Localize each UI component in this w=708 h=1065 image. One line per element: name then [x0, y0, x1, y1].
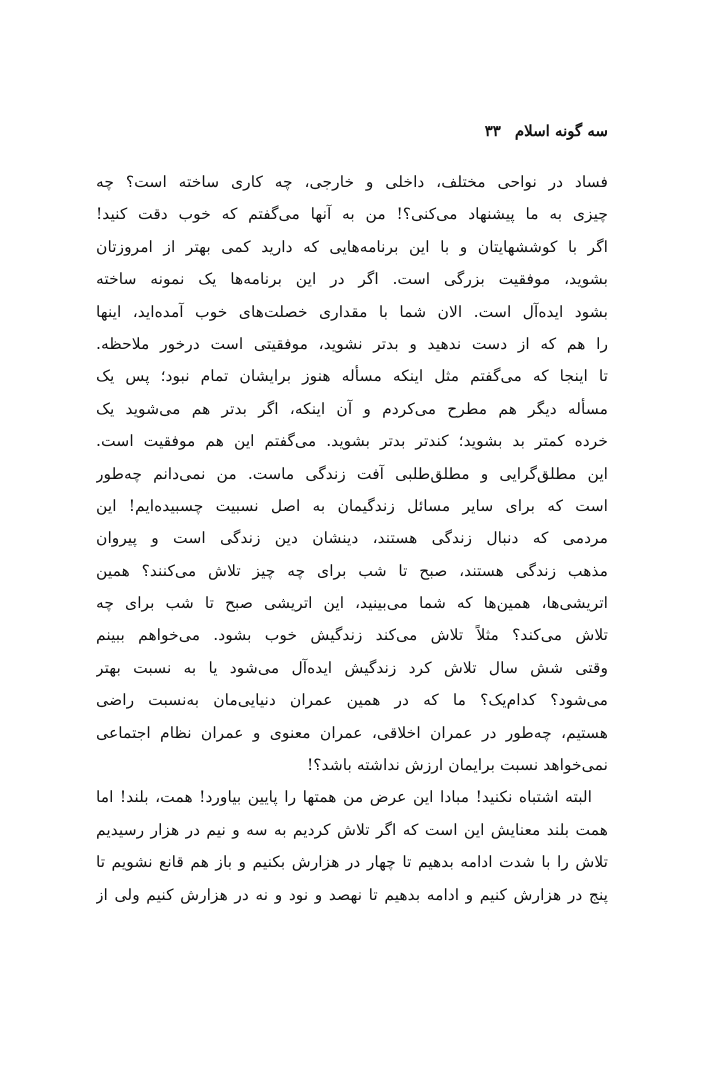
- text-line: هستیم، چه‌طور در عمران اخلاقی، عمران معنوی و عمران نظام اجتماعی: [96, 723, 608, 742]
- text-line: می‌شود؟ کدام‌یک؟ ما که در همین عمران دنیایی‌مان به‌نسبت راضی: [96, 691, 608, 710]
- text-line: بشوید، موفقیت بزرگی است. اگر در این برنامه‌ها یک نمونه ساخته: [96, 270, 608, 289]
- text-line: تا اینجا که می‌گفتم مثل اینکه مسأله هنوز برایشان تمام نبود؛ پس یک: [96, 367, 608, 386]
- text-line: چیزی به ما پیشنهاد می‌کنی؟! من به آنها می‌گفتم که خوب دقت کنید!: [96, 205, 608, 224]
- text-line: مذهب زندگی هستند، صبح تا شب برای چه چیز تلاش می‌کنند؟ همین: [96, 561, 608, 580]
- text-line: نمی‌خواهد نسبت برایمان ارزش نداشته باشد؟!: [307, 756, 608, 775]
- text-line: اتریشی‌ها، همین‌ها که شما می‌بینید، این اتریشی صبح تا شب برای چه: [96, 594, 608, 613]
- text-line: پنج در هزارش کنیم و ادامه بدهیم تا نهصد و نود و نه در هزارش کنیم ولی از: [96, 885, 608, 904]
- book-title: سه گونه اسلام: [514, 122, 608, 140]
- text-line: تلاش می‌کند؟ مثلاً تلاش می‌کند زندگیش خوب بشود. می‌خواهم ببینم: [96, 626, 608, 645]
- text-line: وقتی شش سال تلاش کرد زندگیش ایده‌آل می‌شود یا به نسبت بهتر: [96, 658, 608, 677]
- text-line: این مطلق‌گرایی و مطلق‌طلبی آفت زندگی ماست. من نمی‌دانم چه‌طور: [96, 464, 608, 483]
- running-header: [98, 120, 608, 142]
- page-number: ۳۳: [484, 122, 501, 140]
- text-line: مسأله دیگر هم مطرح می‌کردم و آن اینکه، اگر بدتر هم می‌شوید یک: [96, 399, 608, 418]
- text-line: همت بلند معنایش این است که اگر تلاش کردیم به سه و نیم در هزار رسیدیم: [96, 820, 608, 839]
- text-line: را هم که از دست ندهید و بدتر نشوید، موفقیتی است درخور ملاحظه.: [96, 334, 608, 353]
- paragraph-1: [96, 166, 608, 781]
- text-line: خرده کمتر بد بشوید؛ کندتر بدتر بشوید. می‌گفتم این هم موفقیت است.: [96, 432, 608, 451]
- text-line: فساد در نواحی مختلف، داخلی و خارجی، چه کاری ساخته است؟ چه: [96, 173, 608, 191]
- body-text: [96, 166, 608, 911]
- text-line: البته اشتباه نکنید! مبادا این عرض من همتها را پایین بیاورد! همت، بلند! اما: [96, 788, 592, 807]
- text-line: بشود ایده‌آل است. الان شما با مقداری خصلت‌های خوب آمده‌اید، اینها: [96, 302, 608, 321]
- text-line: است که برای سایر مسائل زندگیمان به اصل نسبیت چسبیده‌ایم! این: [96, 496, 608, 515]
- text-line: اگر با کوششهایتان و با این برنامه‌هایی که دارید کمی بهتر از امروزتان: [96, 237, 608, 256]
- paragraph-2: [96, 781, 608, 911]
- text-line: تلاش را با شدت ادامه بدهیم تا چهار در هزارش بکنیم و باز هم قانع نشویم تا: [96, 853, 608, 872]
- text-line: مردمی که دنبال زندگی هستند، دینشان دین زندگی است و پیروان: [96, 529, 608, 548]
